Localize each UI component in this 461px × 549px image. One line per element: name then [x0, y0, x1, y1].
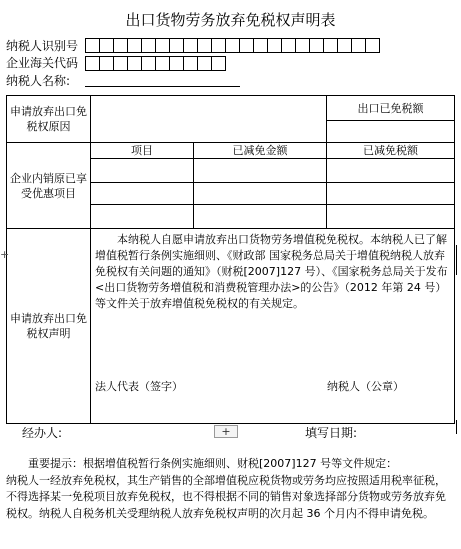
add-row-button[interactable]: + [214, 425, 238, 438]
id-box[interactable] [295, 38, 310, 53]
signature-row [95, 379, 454, 394]
id-box[interactable] [225, 38, 240, 53]
id-box[interactable] [197, 38, 212, 53]
taxpayer-seal-label: 纳税人（公章） [327, 380, 404, 393]
code-box[interactable] [169, 56, 184, 71]
table-cell[interactable] [194, 159, 327, 183]
taxpayer-name-label: 纳税人名称: [6, 74, 71, 88]
id-box[interactable] [281, 38, 296, 53]
table-cell[interactable] [327, 183, 455, 205]
declaration-table [6, 95, 455, 424]
col-reduced-tax-header: 已减免税额 [327, 143, 455, 159]
preferential-label: 企业内销原已享受优惠项目 [7, 143, 91, 229]
declaration-text: 本纳税人自愿申请放弃出口货物劳务增值税免税权。本纳税人已了解增值税暂行条例实施细则、《财政部 国家税务总局关于增值税纳税人放弃免税权有关问题的通知》（财税[2007]127 号）、《国家税务总局关于发布<出口货物劳务增值税和消费税管理办法>的公告》（2012 年第 24 号）等文件关于放弃增值税免税权的有关规定。 [95, 233, 448, 310]
code-box[interactable] [211, 56, 226, 71]
id-box[interactable] [99, 38, 114, 53]
col-item-header: 项目 [91, 143, 194, 159]
table-cell[interactable] [91, 205, 194, 229]
table-cell[interactable] [327, 159, 455, 183]
notes-heading: 重要提示：根据增值税暂行条例实施细则、财税[2007]127 号等文件规定： [28, 457, 398, 470]
code-box[interactable] [127, 56, 142, 71]
id-box[interactable] [253, 38, 268, 53]
taxpayer-name-field[interactable] [85, 86, 240, 87]
page-title: 出口货物劳务放弃免税权声明表 [125, 11, 336, 29]
id-box[interactable] [365, 38, 380, 53]
id-box[interactable] [155, 38, 170, 53]
id-box[interactable] [169, 38, 184, 53]
code-box[interactable] [141, 56, 156, 71]
fill-date-label: 填写日期: [305, 426, 358, 440]
table-cell[interactable] [194, 183, 327, 205]
code-box[interactable] [99, 56, 114, 71]
code-box[interactable] [183, 56, 198, 71]
id-box[interactable] [267, 38, 282, 53]
customs-code-label: 企业海关代码 [6, 56, 79, 70]
declaration-label: 申请放弃出口免税权声明 [7, 229, 91, 424]
legal-rep-label: 法人代表（签字） [95, 380, 183, 393]
id-box[interactable] [309, 38, 324, 53]
id-box[interactable] [211, 38, 226, 53]
resize-handle[interactable] [456, 245, 457, 275]
declaration-cell [91, 229, 455, 424]
customs-code-boxes[interactable] [85, 56, 225, 71]
reason-field[interactable] [91, 96, 327, 143]
table-cell[interactable] [327, 205, 455, 229]
id-box[interactable] [141, 38, 156, 53]
handler-label: 经办人: [22, 426, 63, 440]
id-box[interactable] [351, 38, 366, 53]
table-cell[interactable] [194, 205, 327, 229]
id-box[interactable] [337, 38, 352, 53]
id-box[interactable] [127, 38, 142, 53]
id-box[interactable] [239, 38, 254, 53]
table-cell[interactable] [91, 159, 194, 183]
code-box[interactable] [113, 56, 128, 71]
code-box[interactable] [85, 56, 100, 71]
code-box[interactable] [197, 56, 212, 71]
resize-handle[interactable] [456, 420, 457, 434]
id-box[interactable] [113, 38, 128, 53]
id-box[interactable] [85, 38, 100, 53]
table-cell[interactable] [91, 183, 194, 205]
export-exempt-field[interactable] [327, 121, 455, 143]
notes-body: 纳税人一经放弃免税权，其生产销售的全部增值税应税货物或劳务均应按照适用税率征税，不得选择某一免税项目放弃免税权，也不得根据不同的销售对象选择部分货物或劳务放弃免税权。纳税人自税务机关受理纳税人放弃免税权声明的次月起 36 个月内不得申请免税。 [6, 473, 446, 520]
taxpayer-id-label: 纳税人识别号 [6, 39, 79, 53]
code-box[interactable] [155, 56, 170, 71]
id-box[interactable] [183, 38, 198, 53]
side-plus-icon[interactable]: + [0, 248, 10, 261]
important-notes [6, 456, 454, 522]
reason-label: 申请放弃出口免税权原因 [7, 96, 91, 143]
col-reduced-header: 已减免金额 [194, 143, 327, 159]
id-box[interactable] [323, 38, 338, 53]
export-exempt-label: 出口已免税额 [327, 96, 455, 121]
taxpayer-id-boxes[interactable] [85, 38, 379, 53]
